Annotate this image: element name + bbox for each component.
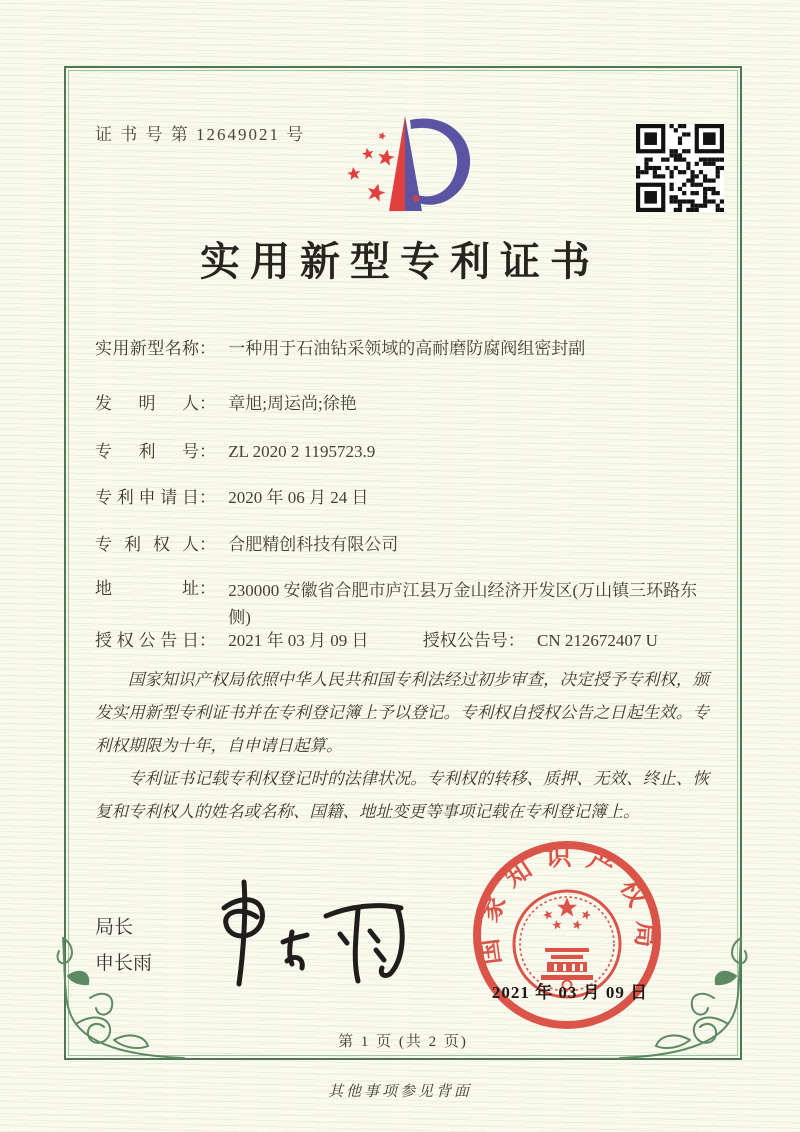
certificate-title: 实用新型专利证书 xyxy=(200,239,600,284)
field-row-grant xyxy=(95,629,715,653)
field-label: 专利申请日 xyxy=(95,488,199,507)
cnipa-logo-icon xyxy=(332,106,482,241)
field-value: 合肥精创科技有限公司 xyxy=(228,535,399,554)
label-colon: ： xyxy=(199,488,216,507)
field-row-inventor xyxy=(95,392,715,416)
commissioner-name: 申长雨 xyxy=(95,953,153,974)
legal-paragraph-1: 国家知识产权局依照中华人民共和国专利法经过初步审查，决定授予专利权，颁发实用新型专利证书并在专利登记簿上予以登记。专利权自授权公告之日起生效。专利权期限为十年，自申请日起算。 xyxy=(95,670,709,755)
field-row-patent-number xyxy=(95,440,715,464)
grant-date-value: 2021 年 03 月 09 日 xyxy=(228,631,369,650)
field-label: 实用新型名称 xyxy=(95,339,199,358)
label-colon: ： xyxy=(199,535,216,554)
label-colon: ： xyxy=(199,579,216,598)
label-colon: ： xyxy=(199,394,216,413)
field-value: 一种用于石油钻采领域的高耐磨防腐阀组密封副 xyxy=(228,339,586,358)
legal-text xyxy=(95,663,709,828)
grant-number-value: CN 212672407 U xyxy=(537,631,658,650)
cnipa-official-seal xyxy=(468,836,666,1034)
legal-paragraph-2: 专利证书记载专利权登记时的法律状况。专利权的转移、质押、无效、终止、恢复和专利权人的姓名或名称、国籍、地址变更等事项记载在专利登记簿上。 xyxy=(95,769,709,821)
field-row-address xyxy=(95,577,715,631)
label-colon: ： xyxy=(199,339,216,358)
field-label: 授权公告日 xyxy=(95,631,199,650)
field-label: 地址 xyxy=(95,579,199,598)
seal-date: 2021 年 03 月 09 日 xyxy=(491,983,649,1002)
field-value: 章旭;周运尚;徐艳 xyxy=(228,394,357,413)
commissioner-signature xyxy=(200,876,430,991)
field-value: ZL 2020 2 1195723.9 xyxy=(228,442,376,461)
certificate-number: 证 书 号 第 12649021 号 xyxy=(95,125,306,144)
qr-code xyxy=(636,124,724,212)
grant-number-label: 授权公告号： xyxy=(422,631,525,650)
field-label: 专利权人 xyxy=(95,535,199,554)
field-row-utility-name xyxy=(95,337,715,361)
commissioner-title: 局长 xyxy=(95,917,134,938)
field-label: 专利号 xyxy=(95,442,199,461)
field-value: 2020 年 06 月 24 日 xyxy=(228,488,369,507)
field-row-filing-date xyxy=(95,486,715,510)
seal-text: 国家知识产权局 xyxy=(472,841,662,967)
label-colon: ： xyxy=(199,631,216,650)
field-value: 230000 安徽省合肥市庐江县万金山经济开发区(万山镇三环路东侧) xyxy=(228,581,698,627)
page-number: 第 1 页 (共 2 页) xyxy=(338,1034,468,1050)
field-row-patentee xyxy=(95,533,715,557)
field-label: 发明人 xyxy=(95,394,199,413)
back-side-note: 其他事项参见背面 xyxy=(327,1084,472,1100)
label-colon: ： xyxy=(199,442,216,461)
